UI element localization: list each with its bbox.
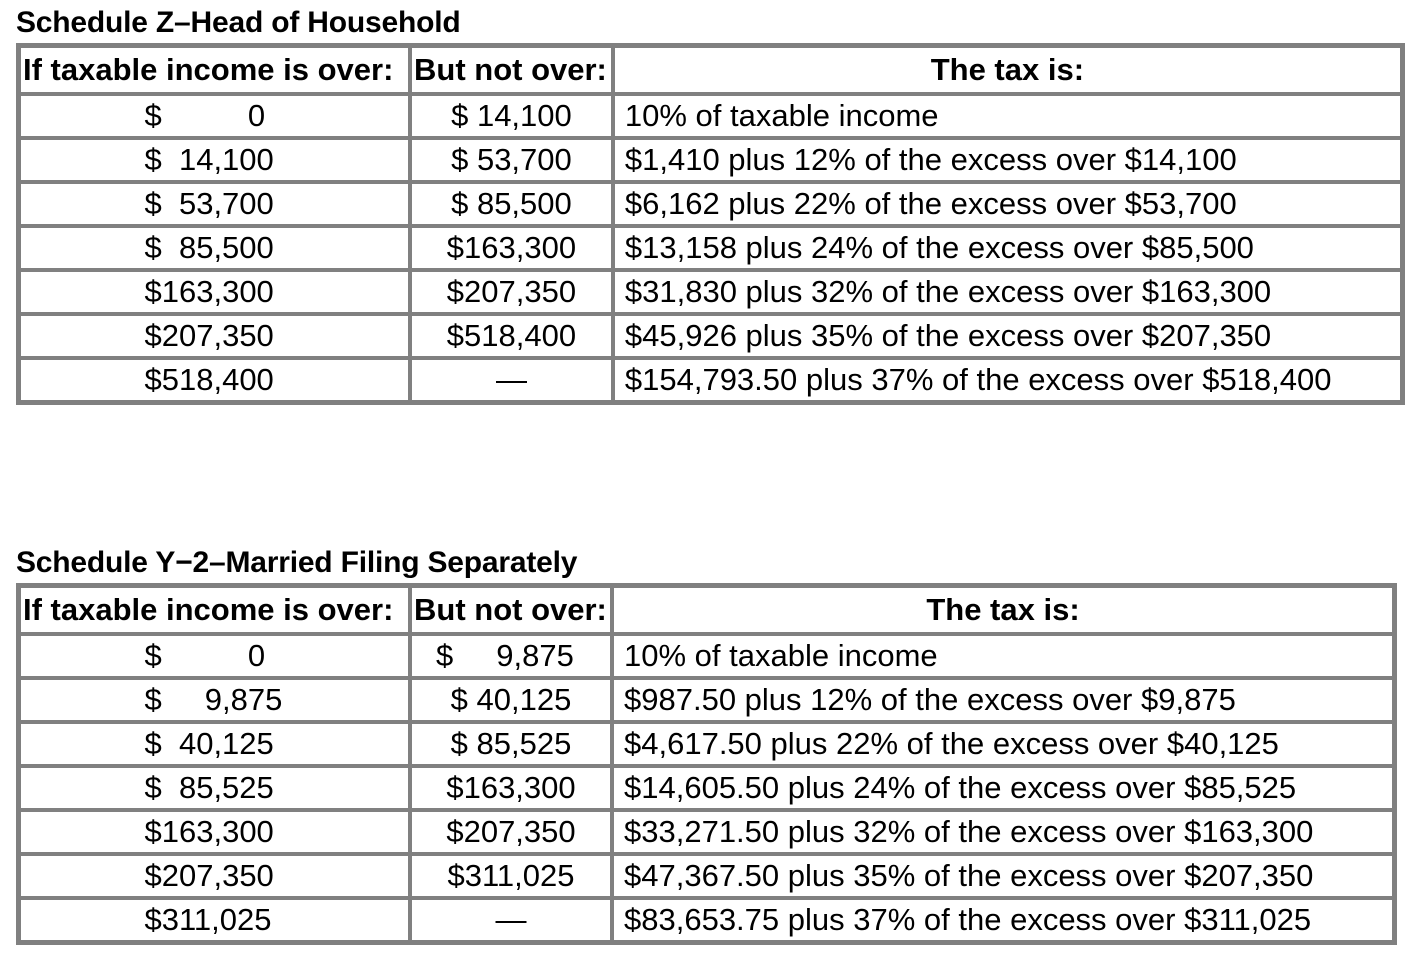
header-tax: The tax is: — [613, 46, 1402, 94]
cell-tax: $987.50 plus 12% of the excess over $9,875 — [612, 678, 1394, 722]
table-row — [19, 766, 1394, 810]
cell-tax: $1,410 plus 12% of the excess over $14,100 — [613, 138, 1402, 182]
cell-over: $ 14,100 — [19, 138, 410, 182]
cell-not-over: $ 85,525 — [410, 722, 612, 766]
table-row — [19, 358, 1402, 402]
cell-tax: $83,653.75 plus 37% of the excess over $311,025 — [612, 898, 1394, 942]
cell-tax: $4,617.50 plus 22% of the excess over $40,125 — [612, 722, 1394, 766]
table-row — [19, 854, 1394, 898]
cell-over: $207,350 — [19, 854, 410, 898]
cell-not-over: $207,350 — [410, 270, 613, 314]
cell-over: $ 9,875 — [19, 678, 410, 722]
cell-tax: $13,158 plus 24% of the excess over $85,500 — [613, 226, 1402, 270]
table-row — [19, 270, 1402, 314]
cell-tax: 10% of taxable income — [612, 634, 1394, 678]
cell-over: $ 53,700 — [19, 182, 410, 226]
cell-not-over: $518,400 — [410, 314, 613, 358]
cell-not-over: $ 14,100 — [410, 94, 613, 138]
table-row — [19, 182, 1402, 226]
cell-not-over: $ 53,700 — [410, 138, 613, 182]
table-header-row — [19, 586, 1394, 634]
cell-not-over: $207,350 — [410, 810, 612, 854]
cell-not-over: $ 9,875 — [410, 634, 612, 678]
cell-not-over: $311,025 — [410, 854, 612, 898]
cell-over: $207,350 — [19, 314, 410, 358]
cell-tax: $47,367.50 plus 35% of the excess over $207,350 — [612, 854, 1394, 898]
schedule-y2 — [16, 543, 1397, 945]
cell-not-over: $163,300 — [410, 226, 613, 270]
cell-not-over: $ 85,500 — [410, 182, 613, 226]
cell-tax: $154,793.50 plus 37% of the excess over $518,400 — [613, 358, 1402, 402]
table-row — [19, 138, 1402, 182]
cell-tax: $6,162 plus 22% of the excess over $53,700 — [613, 182, 1402, 226]
table-row — [19, 898, 1394, 942]
cell-tax: $14,605.50 plus 24% of the excess over $85,525 — [612, 766, 1394, 810]
cell-over: $ 85,525 — [19, 766, 410, 810]
cell-over: $163,300 — [19, 810, 410, 854]
cell-over: $518,400 — [19, 358, 410, 402]
schedule-z — [16, 3, 1405, 405]
table-row — [19, 678, 1394, 722]
tax-table — [16, 583, 1397, 945]
cell-over: $163,300 — [19, 270, 410, 314]
table-header-row — [19, 46, 1402, 94]
cell-over: $311,025 — [19, 898, 410, 942]
table-row — [19, 722, 1394, 766]
cell-over: $ 0 — [19, 634, 410, 678]
header-tax: The tax is: — [612, 586, 1394, 634]
table-row — [19, 226, 1402, 270]
cell-over: $ 85,500 — [19, 226, 410, 270]
header-over: If taxable income is over: — [19, 586, 410, 634]
header-not-over: But not over: — [410, 46, 613, 94]
schedule-title: Schedule Z–Head of Household — [16, 6, 461, 39]
cell-over: $ 40,125 — [19, 722, 410, 766]
cell-not-over: $163,300 — [410, 766, 612, 810]
cell-tax: $33,271.50 plus 32% of the excess over $163,300 — [612, 810, 1394, 854]
table-row — [19, 634, 1394, 678]
cell-tax: 10% of taxable income — [613, 94, 1402, 138]
cell-not-over: $ 40,125 — [410, 678, 612, 722]
schedule-title: Schedule Y−2–Married Filing Separately — [16, 546, 578, 579]
table-row — [19, 810, 1394, 854]
header-over: If taxable income is over: — [19, 46, 410, 94]
cell-tax: $31,830 plus 32% of the excess over $163,300 — [613, 270, 1402, 314]
tax-table — [16, 43, 1405, 405]
cell-tax: $45,926 plus 35% of the excess over $207,350 — [613, 314, 1402, 358]
cell-not-over: — — [410, 898, 612, 942]
cell-not-over: — — [410, 358, 613, 402]
table-row — [19, 314, 1402, 358]
header-not-over: But not over: — [410, 586, 612, 634]
table-row — [19, 94, 1402, 138]
cell-over: $ 0 — [19, 94, 410, 138]
